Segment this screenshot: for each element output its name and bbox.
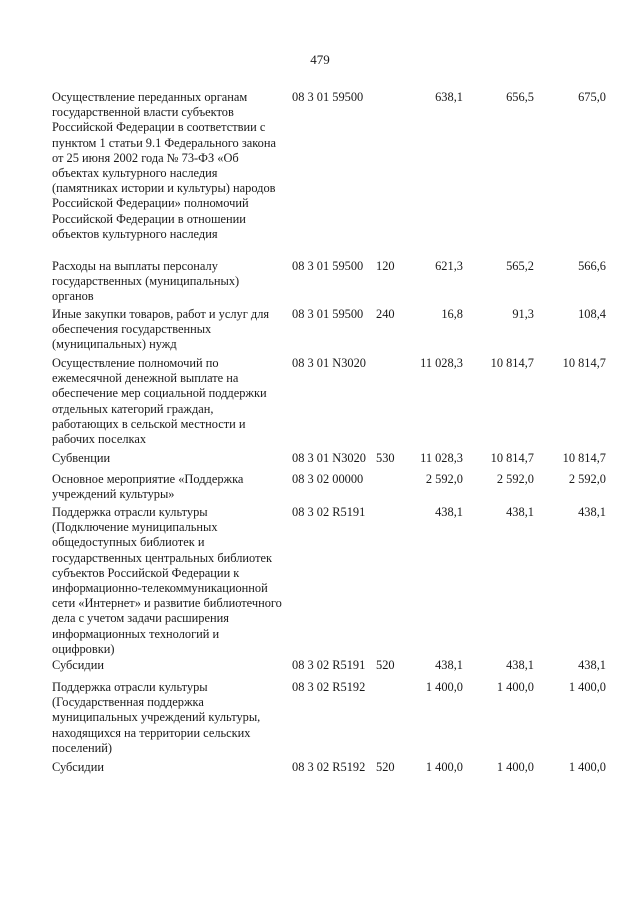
row-value-2: 438,1 xyxy=(506,658,534,672)
row-expense-type: 240 xyxy=(376,307,395,321)
row-code: 08 3 01 59500 xyxy=(292,90,364,104)
row-description: Расходы на выплаты персоналу государственных (муниципальных) органов xyxy=(52,259,240,304)
row-value-3: 108,4 xyxy=(578,307,606,321)
row-description: Субсидии xyxy=(52,658,104,672)
row-value-2: 656,5 xyxy=(506,90,534,104)
row-value-2: 2 592,0 xyxy=(496,472,534,486)
row-value-2: 91,3 xyxy=(512,307,534,321)
row-code: 08 3 01 N3020 xyxy=(292,356,366,370)
row-code: 08 3 02 R5191 xyxy=(292,505,366,519)
row-value-3: 10 814,7 xyxy=(562,356,606,370)
row-value-3: 1 400,0 xyxy=(568,680,606,694)
row-description: Субсидии xyxy=(52,760,104,774)
row-value-3: 1 400,0 xyxy=(568,760,606,774)
row-expense-type: 530 xyxy=(376,451,395,465)
row-value-1: 2 592,0 xyxy=(425,472,463,486)
row-value-2: 10 814,7 xyxy=(490,451,534,465)
row-value-3: 566,6 xyxy=(578,259,606,273)
row-value-3: 438,1 xyxy=(578,505,606,519)
row-value-1: 438,1 xyxy=(435,658,463,672)
row-value-1: 11 028,3 xyxy=(420,451,463,465)
row-description: Поддержка отрасли культуры (Подключение муниципальных общедоступных библиотек и государственных центральных библиотек субъектов Российской Федерации к информационно-телекоммуникационной сети «Интернет» и развитие библиотечного дела с учетом задачи расширения информационных технологий и оцифровки) xyxy=(52,505,282,656)
row-value-2: 565,2 xyxy=(506,259,534,273)
row-expense-type: 520 xyxy=(376,658,395,672)
row-value-1: 16,8 xyxy=(441,307,463,321)
row-description: Основное мероприятие «Поддержка учреждений культуры» xyxy=(52,472,244,502)
row-code: 08 3 02 00000 xyxy=(292,472,364,486)
row-description: Субвенции xyxy=(52,451,111,465)
row-expense-type: 520 xyxy=(376,760,395,774)
row-value-2: 10 814,7 xyxy=(490,356,534,370)
row-code: 08 3 02 R5192 xyxy=(292,680,366,694)
row-value-3: 10 814,7 xyxy=(562,451,606,465)
row-description: Поддержка отрасли культуры (Государственная поддержка муниципальных учреждений культуры, находящихся на территории сельских поселений) xyxy=(52,680,261,755)
row-description: Осуществление переданных органам государственной власти субъектов Российской Федерации в соответствии с пунктом 1 статьи 9.1 Федерального закона от 25 июня 2002 года № 73-ФЗ «Об объектах культурного наследия (памятниках истории и культуры) народов Российской Федерации» полномочий Российской Федерации в отношении объектов культурного наследия xyxy=(52,90,276,241)
row-description: Иные закупки товаров, работ и услуг для обеспечения государственных (муниципальных) нужд xyxy=(52,307,270,352)
row-value-2: 1 400,0 xyxy=(496,760,534,774)
row-value-1: 1 400,0 xyxy=(425,760,463,774)
row-value-3: 2 592,0 xyxy=(568,472,606,486)
row-code: 08 3 02 R5191 xyxy=(292,658,366,672)
row-value-2: 1 400,0 xyxy=(496,680,534,694)
row-value-1: 1 400,0 xyxy=(425,680,463,694)
row-value-3: 438,1 xyxy=(578,658,606,672)
page-number: 479 xyxy=(310,52,330,67)
row-code: 08 3 01 59500 xyxy=(292,259,364,273)
row-value-1: 638,1 xyxy=(435,90,463,104)
row-value-3: 675,0 xyxy=(578,90,606,104)
row-value-1: 438,1 xyxy=(435,505,463,519)
row-value-1: 621,3 xyxy=(435,259,463,273)
row-value-2: 438,1 xyxy=(506,505,534,519)
row-expense-type: 120 xyxy=(376,259,395,273)
row-code: 08 3 01 59500 xyxy=(292,307,364,321)
row-description: Осуществление полномочий по ежемесячной денежной выплате на обеспечение мер социальной поддержки отдельных категорий граждан, работающих в сельской местности и рабочих поселках xyxy=(52,356,267,447)
row-value-1: 11 028,3 xyxy=(420,356,463,370)
row-code: 08 3 01 N3020 xyxy=(292,451,366,465)
row-code: 08 3 02 R5192 xyxy=(292,760,366,774)
